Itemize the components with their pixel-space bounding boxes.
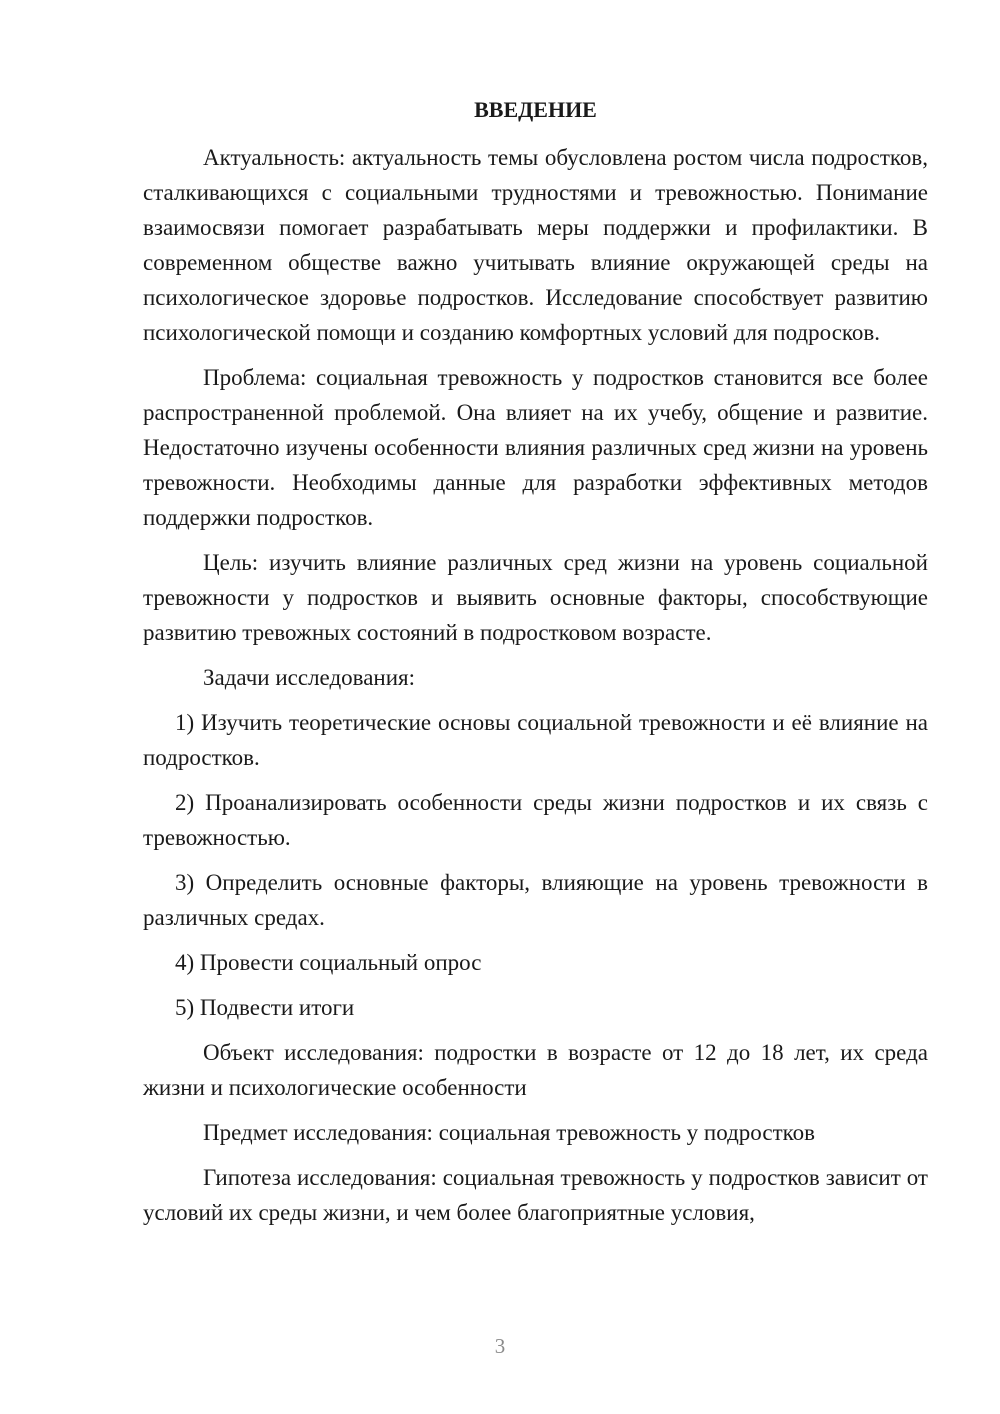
hypothesis-paragraph: Гипотеза исследования: социальная тревожность у подростков зависит от условий их среды жизни, и чем более благоприятные условия, (143, 1165, 928, 1225)
task-item: 5) Подвести итоги (175, 995, 355, 1020)
task-item: 2) Проанализировать особенности среды жизни подростков и их связь с тревожностью. (143, 790, 928, 850)
document-page (143, 92, 928, 1240)
section-title: ВВЕДЕНИЕ (474, 97, 597, 122)
goal-paragraph: Цель: изучить влияние различных сред жизни на уровень социальной тревожности у подростков и выявить основные факторы, способствующие развитию тревожных состояний в подростковом возрасте. (143, 550, 928, 645)
task-item: 4) Провести социальный опрос (175, 950, 482, 975)
task-item: 1) Изучить теоретические основы социальной тревожности и её влияние на подростков. (143, 710, 928, 770)
task-item: 3) Определить основные факторы, влияющие на уровень тревожности в различных средах. (143, 870, 928, 930)
page-number: 3 (494, 1334, 506, 1358)
research-subject-paragraph: Предмет исследования: социальная тревожность у подростков (203, 1120, 815, 1145)
relevance-paragraph: Актуальность: актуальность темы обусловлена ростом числа подростков, сталкивающихся с социальными трудностями и тревожностью. Понимание взаимосвязи помогает разрабатывать меры поддержки и профилактики. В современном обществе важно учитывать влияние окружающей среды на психологическое здоровье подростков. Исследование способствует развитию психологической помощи и созданию комфортных условий для подросков. (143, 145, 928, 345)
research-object-paragraph: Объект исследования: подростки в возрасте от 12 до 18 лет, их среда жизни и психологические особенности (143, 1040, 928, 1100)
problem-paragraph: Проблема: социальная тревожность у подростков становится все более распространенной проблемой. Она влияет на их учебу, общение и развитие. Недостаточно изучены особенности влияния различных сред жизни на уровень тревожности. Необходимы данные для разработки эффективных методов поддержки подростков. (143, 365, 928, 530)
tasks-heading: Задачи исследования: (203, 665, 416, 690)
